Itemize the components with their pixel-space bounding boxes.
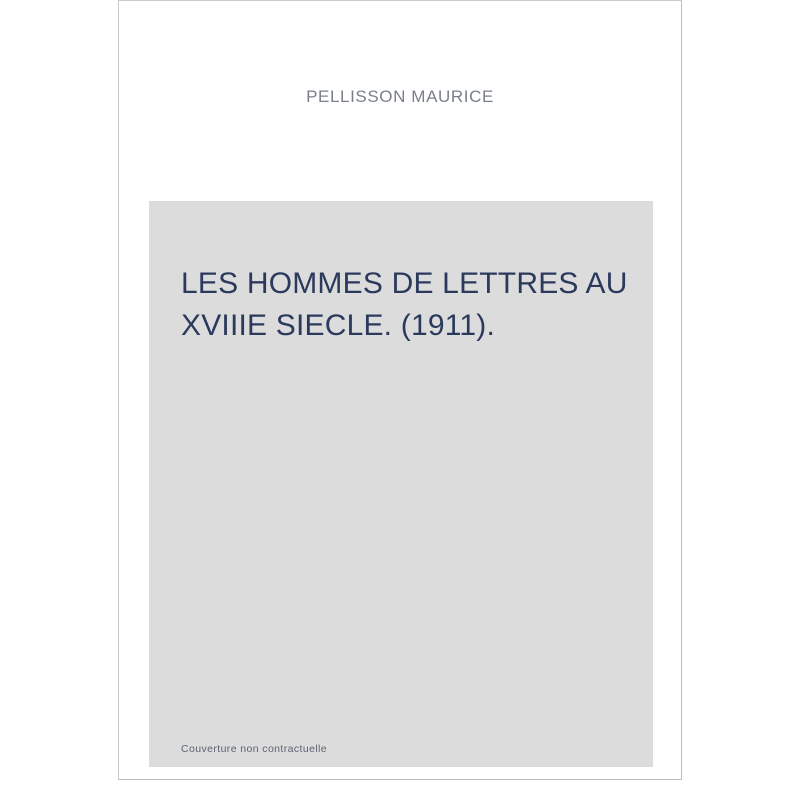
cover-disclaimer: Couverture non contractuelle	[181, 743, 328, 755]
book-title: LES HOMMES DE LETTRES AU XVIIIE SIECLE. (1911).	[181, 267, 628, 342]
card-edge-right	[681, 1, 682, 779]
title-panel	[149, 201, 653, 767]
card-edge-bottom	[119, 779, 681, 780]
cover-card	[118, 0, 682, 780]
author-name: PELLISSON MAURICE	[306, 87, 494, 106]
